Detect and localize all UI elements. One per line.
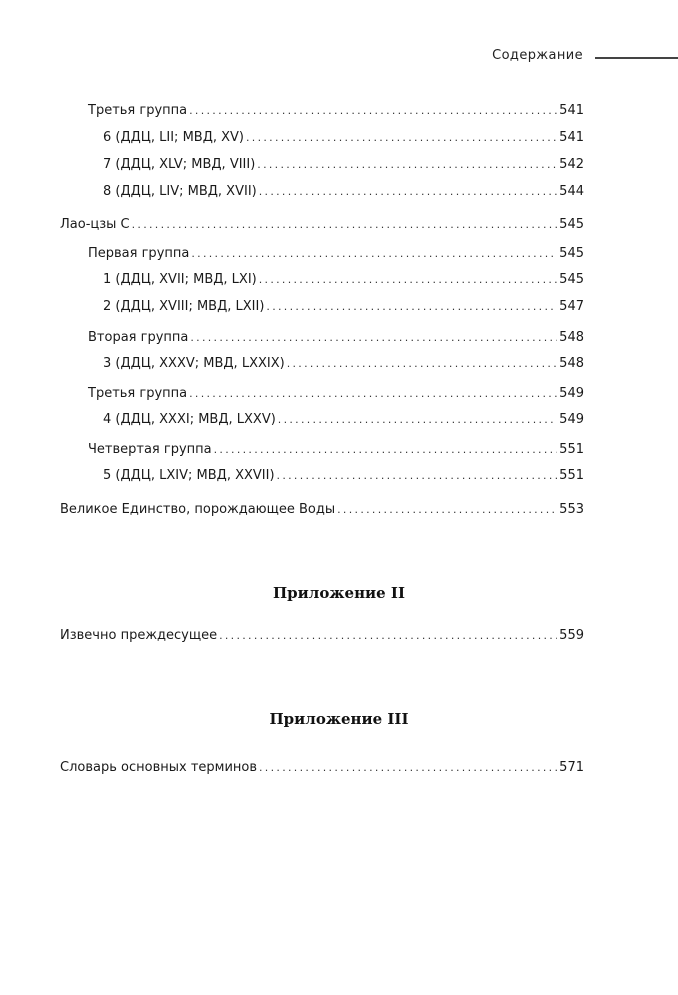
toc-entry[interactable] [88, 440, 584, 460]
dot-leader [246, 128, 557, 148]
dot-leader [278, 410, 557, 430]
dot-leader [259, 758, 557, 778]
toc-entry-page: 548 [559, 330, 584, 345]
toc-entry-title: 7 (ДДЦ, XLV; МВД, VIII) [103, 157, 256, 172]
toc-entry-title: 8 (ДДЦ, LIV; МВД, XVII) [103, 184, 257, 199]
dot-leader [287, 354, 557, 374]
toc-entry[interactable] [60, 626, 584, 646]
dot-leader [190, 328, 557, 348]
header-rule [595, 57, 678, 59]
toc-entry[interactable] [103, 297, 584, 317]
toc-entry[interactable] [60, 215, 584, 235]
appendix-heading: Приложение III [269, 710, 409, 728]
toc-entry-title: Лао-цзы С [60, 217, 130, 232]
dot-leader [189, 101, 557, 121]
toc-entry-page: 559 [559, 628, 584, 643]
toc-entry-page: 541 [559, 103, 584, 118]
dot-leader [277, 466, 558, 486]
toc-entry[interactable] [103, 182, 584, 202]
toc-entry[interactable] [88, 244, 584, 264]
toc-entry[interactable] [60, 758, 584, 778]
toc-entry-title: 3 (ДДЦ, XXXV; МВД, LXXIX) [103, 356, 285, 371]
toc-entry[interactable] [103, 354, 584, 374]
dot-leader [214, 440, 558, 460]
toc-entry-title: Четвертая группа [88, 442, 212, 457]
toc-entry-title: 4 (ДДЦ, XXXI; МВД, LXXV) [103, 412, 276, 427]
toc-entry[interactable] [88, 328, 584, 348]
toc-entry-title: 2 (ДДЦ, XVIII; МВД, LXII) [103, 299, 265, 314]
toc-entry-title: Первая группа [88, 246, 190, 261]
appendix-heading: Приложение II [273, 584, 405, 602]
dot-leader [189, 384, 557, 404]
toc-entry-title: Словарь основных терминов [60, 760, 258, 775]
toc-entry-page: 571 [559, 760, 584, 775]
toc-entry-page: 553 [559, 502, 584, 517]
toc-entry[interactable] [103, 410, 584, 430]
toc-entry-title: Третья группа [88, 103, 188, 118]
toc-entry-title: Вторая группа [88, 330, 189, 345]
toc-entry[interactable] [88, 384, 584, 404]
toc-entry-page: 549 [559, 412, 584, 427]
toc-entry-page: 545 [559, 272, 584, 287]
toc-entry-title: 5 (ДДЦ, LXIV; МВД, XXVII) [103, 468, 275, 483]
toc-entry-page: 541 [559, 130, 584, 145]
toc-entry-page: 548 [559, 356, 584, 371]
toc-entry-page: 551 [559, 468, 584, 483]
toc-entry-title: 6 (ДДЦ, LII; МВД, XV) [103, 130, 244, 145]
toc-entry-page: 547 [559, 299, 584, 314]
dot-leader [259, 270, 557, 290]
dot-leader [266, 297, 557, 317]
toc-entry-title: 1 (ДДЦ, XVII; МВД, LXI) [103, 272, 257, 287]
toc-entry-title: Третья группа [88, 386, 188, 401]
toc-entry-page: 545 [559, 246, 584, 261]
toc-entry-title: Великое Единство, порождающее Воды [60, 502, 336, 517]
toc-entry[interactable] [103, 128, 584, 148]
toc-entry-page: 551 [559, 442, 584, 457]
running-header-title: Содержание [492, 48, 583, 63]
toc-entry-page: 542 [559, 157, 584, 172]
toc-entry[interactable] [60, 500, 584, 520]
toc-entry[interactable] [103, 270, 584, 290]
dot-leader [191, 244, 557, 264]
dot-leader [259, 182, 557, 202]
dot-leader [132, 215, 558, 235]
dot-leader [219, 626, 557, 646]
dot-leader [257, 155, 557, 175]
toc-entry-page: 545 [559, 217, 584, 232]
toc-entry-page: 549 [559, 386, 584, 401]
toc-entry-page: 544 [559, 184, 584, 199]
toc-entry[interactable] [88, 101, 584, 121]
toc-entry[interactable] [103, 155, 584, 175]
toc-entry[interactable] [103, 466, 584, 486]
toc-entry-title: Извечно преждесущее [60, 628, 218, 643]
dot-leader [337, 500, 557, 520]
